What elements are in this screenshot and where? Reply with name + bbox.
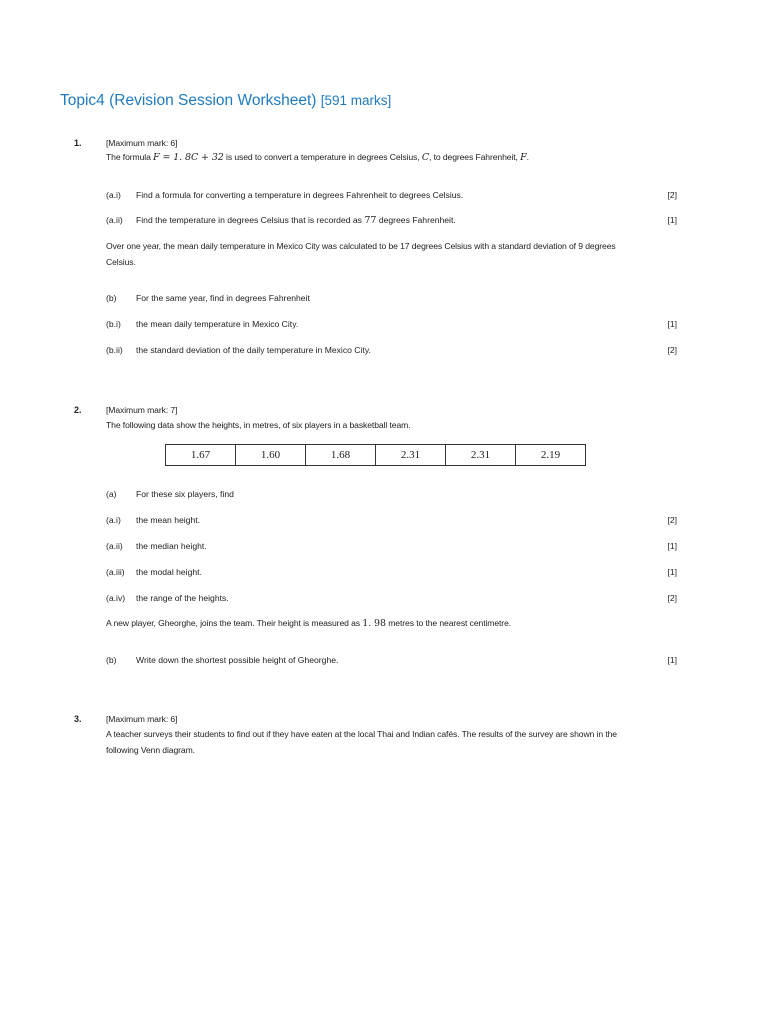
- height-cell: 1.67: [166, 445, 236, 466]
- question-2-intro: The following data show the heights, in metres, of six players in a basketball team.: [106, 420, 411, 430]
- q2-aiii-text: the modal height.: [136, 567, 202, 577]
- q2-aii-text: the median height.: [136, 541, 207, 551]
- q1-aii-label: (a.ii): [106, 215, 123, 225]
- question-1-intro: [106, 152, 529, 163]
- q1-aii-marks: [1]: [667, 215, 677, 225]
- heights-table: [165, 444, 586, 466]
- q2-a-text: For these six players, find: [136, 489, 234, 499]
- q1-var-f: F: [520, 152, 527, 163]
- q1-aii-text-after: degrees Fahrenheit.: [376, 215, 456, 225]
- question-3-number: 3.: [74, 714, 82, 724]
- q1-b-label: (b): [106, 293, 117, 303]
- q2-aiv-text: the range of the heights.: [136, 593, 229, 603]
- height-cell: 1.60: [236, 445, 306, 466]
- q2-aii-marks: [1]: [667, 541, 677, 551]
- q2-b-text: Write down the shortest possible height of Gheorghe.: [136, 655, 339, 665]
- q1-ai-marks: [2]: [667, 190, 677, 200]
- q1-ai-text: Find a formula for converting a temperature in degrees Fahrenheit to degrees Celsius.: [136, 190, 464, 200]
- height-cell: 2.31: [376, 445, 446, 466]
- q1-intro-before: The formula: [106, 152, 154, 162]
- q1-ai-label: (a.i): [106, 190, 121, 200]
- q1-intro-after: , to degrees Fahrenheit,: [429, 152, 521, 162]
- q1-aii-value: 77: [364, 215, 377, 226]
- question-1-number: 1.: [74, 138, 82, 148]
- question-3-max-mark: [Maximum mark: 6]: [106, 714, 178, 724]
- q1-bii-marks: [2]: [667, 345, 677, 355]
- q2-aiv-label: (a.iv): [106, 593, 126, 603]
- q2-b-marks: [1]: [667, 655, 677, 665]
- q2-a-label: (a): [106, 489, 117, 499]
- q2-aiii-marks: [1]: [667, 567, 677, 577]
- q1-aii-text-before: Find the temperature in degrees Celsius that is recorded as: [136, 215, 365, 225]
- q1-intro-middle: is used to convert a temperature in degrees Celsius,: [223, 152, 422, 162]
- q1-context: Over one year, the mean daily temperature in Mexico City was calculated to be 17 degrees Celsius with a standard deviation of 9 degrees Celsius.: [106, 241, 616, 267]
- question-3-intro: A teacher surveys their students to find out if they have eaten at the local Thai and Indian cafés. The results of the survey are shown in the following Venn diagram.: [106, 729, 617, 755]
- q2-aiv-marks: [2]: [667, 593, 677, 603]
- q2-b-label: (b): [106, 655, 117, 665]
- q1-bi-label: (b.i): [106, 319, 121, 329]
- heights-row: [166, 445, 586, 466]
- q1-bii-text: the standard deviation of the daily temperature in Mexico City.: [136, 345, 371, 355]
- question-2-number: 2.: [74, 405, 82, 415]
- q2-context: [106, 618, 511, 629]
- page-title: [60, 92, 391, 110]
- q1-bi-text: the mean daily temperature in Mexico City.: [136, 319, 299, 329]
- q1-aii-text: [136, 215, 456, 226]
- q1-var-c: C: [421, 152, 429, 163]
- height-cell: 2.19: [516, 445, 586, 466]
- question-2-max-mark: [Maximum mark: 7]: [106, 405, 178, 415]
- q2-ai-label: (a.i): [106, 515, 121, 525]
- q2-context-after: metres to the nearest centimetre.: [385, 618, 512, 628]
- q2-context-before: A new player, Gheorghe, joins the team. Their height is measured as: [106, 618, 363, 628]
- q2-aii-label: (a.ii): [106, 541, 123, 551]
- total-marks: [591 marks]: [320, 93, 392, 108]
- q2-ai-marks: [2]: [667, 515, 677, 525]
- height-cell: 2.31: [446, 445, 516, 466]
- q2-aiii-label: (a.iii): [106, 567, 125, 577]
- q1-b-text: For the same year, find in degrees Fahrenheit: [136, 293, 310, 303]
- q2-context-value: 1. 98: [362, 618, 386, 629]
- q1-intro-end: .: [526, 152, 529, 162]
- q2-ai-text: the mean height.: [136, 515, 201, 525]
- q1-bi-marks: [1]: [667, 319, 677, 329]
- height-cell: 1.68: [306, 445, 376, 466]
- worksheet-title: Topic4 (Revision Session Worksheet): [60, 92, 317, 109]
- q1-bii-label: (b.ii): [106, 345, 123, 355]
- q1-formula: F = 1. 8C + 32: [153, 152, 224, 163]
- question-1-max-mark: [Maximum mark: 6]: [106, 138, 178, 148]
